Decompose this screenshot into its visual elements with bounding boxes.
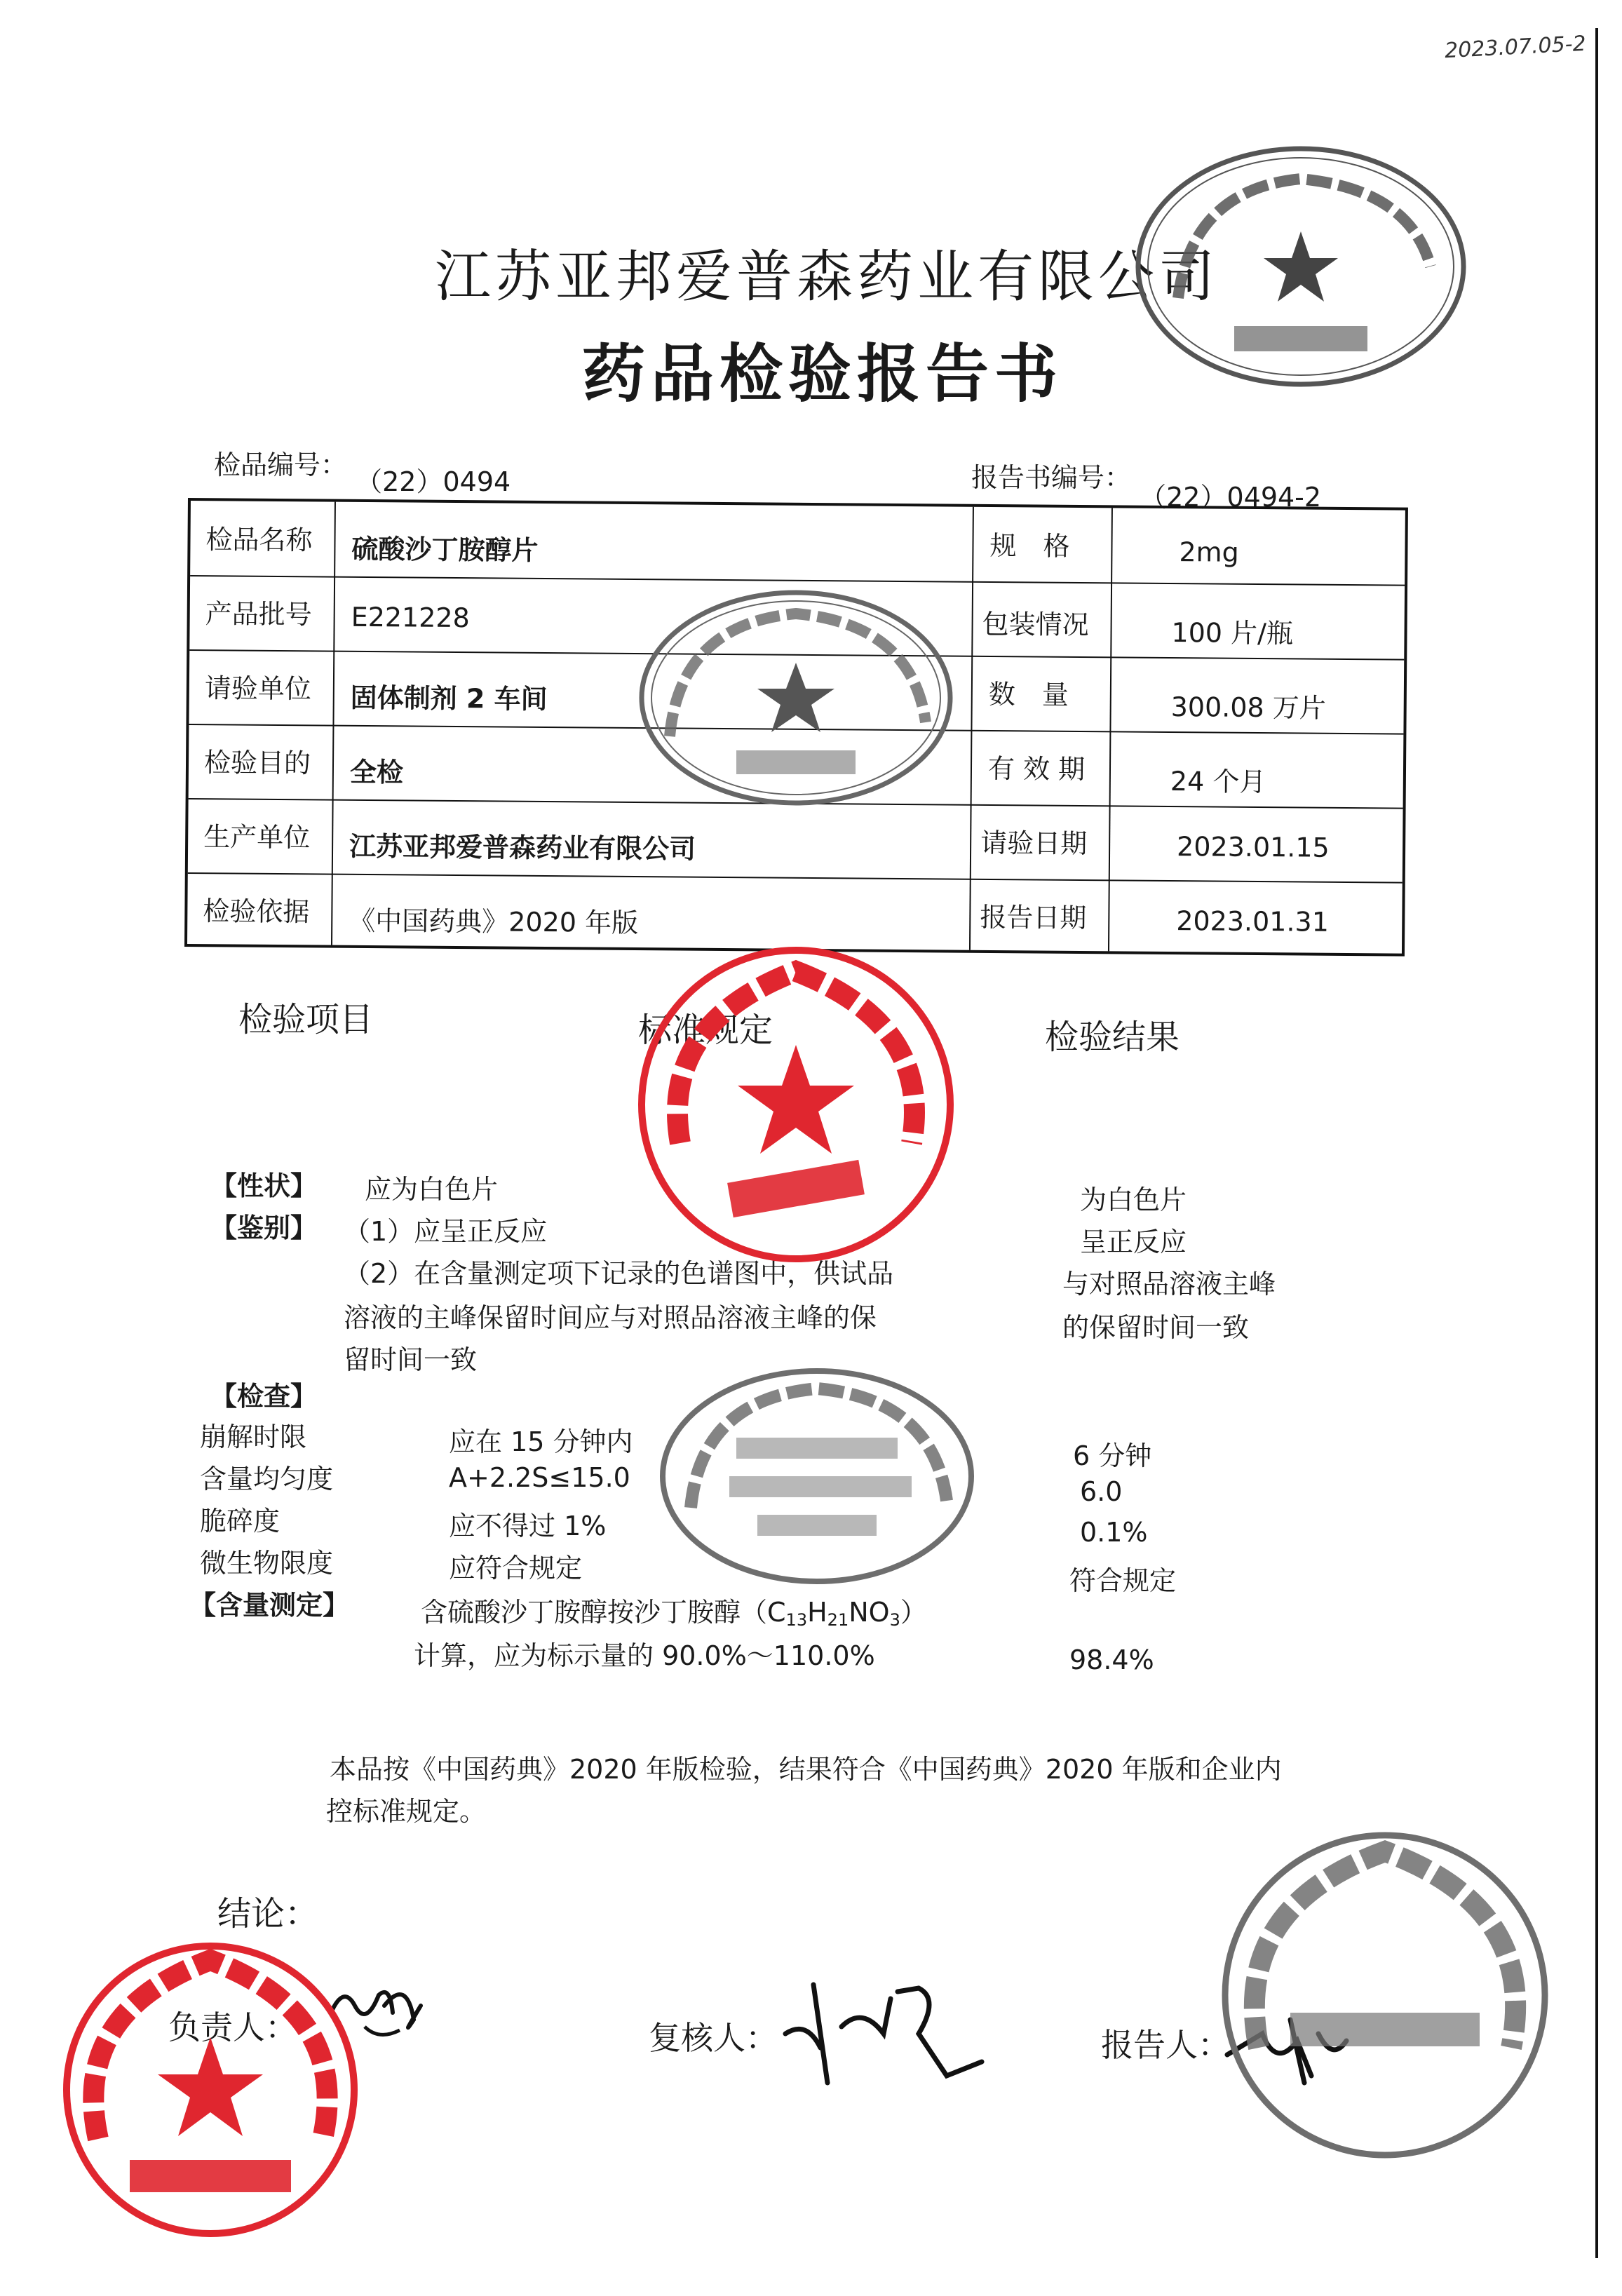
result-text: 呈正反应 [1080,1227,1187,1257]
formula-letter: H [807,1597,827,1628]
result-text: 的保留时间一致 [1062,1312,1250,1343]
result-text: 98.4% [1069,1645,1154,1675]
assay-standard-line1 [421,1591,927,1630]
formula-sub: 13 [785,1610,808,1630]
info-value: 全检 [349,756,404,788]
standard-text: （1）应呈正反应 [344,1216,548,1247]
result-text: 与对照品溶液主峰 [1062,1269,1276,1299]
reporter-label: 报告人： [1101,2026,1230,2064]
info-label: 生产单位 [203,821,311,853]
formula-letter: NO [849,1597,890,1628]
result-text: 为白色片 [1080,1184,1187,1215]
table-row [190,501,1405,586]
result-text: 6.0 [1080,1476,1123,1507]
standard-text: 留时间一致 [344,1344,478,1375]
column-header-item: 检验项目 [238,1000,374,1039]
report-number-label: 报告书编号： [971,462,1132,493]
info-label: 数 量 [988,678,1069,710]
result-text: 0.1% [1080,1517,1148,1548]
standard-text: A+2.2S≤15.0 [449,1462,630,1493]
info-value: 2023.01.31 [1176,905,1330,938]
sample-number-value: （22）0494 [356,466,511,497]
report-number-value: （22）0494-2 [1140,482,1322,513]
info-value: 24 个月 [1170,766,1266,798]
info-value: 2mg [1179,536,1239,568]
standard-text: （2）在含量测定项下记录的色谱图中，供试品 [344,1258,894,1289]
column-header-standard: 标准规定 [638,1011,773,1050]
section-label-identification: 【鉴别】 [210,1213,318,1243]
info-label: 检验依据 [203,896,310,928]
quality-management-seal [1213,1823,1557,2167]
company-inspection-seal [631,582,961,813]
section-label-appearance: 【性状】 [210,1170,318,1201]
info-value: 江苏亚邦爱普森药业有限公司 [349,830,696,865]
info-value: 固体制剂 2 车间 [350,682,548,715]
info-value: E221228 [351,601,470,634]
standard-text: 应为白色片 [365,1174,499,1205]
assay-standard-line2: 计算，应为标示量的 90.0%～110.0% [414,1640,875,1671]
test-name: 微生物限度 [200,1548,334,1579]
assay-text: 含硫酸沙丁胺醇按沙丁胺醇（C [421,1597,786,1628]
info-label: 报告日期 [980,901,1087,934]
report-number [971,456,1322,513]
company-name: 江苏亚邦爱普森药业有限公司 [435,244,1219,309]
company-inspection-seal [1129,140,1473,393]
info-label: 有 效 期 [987,752,1086,785]
result-text: 6 分钟 [1073,1440,1152,1471]
formula-sub: 3 [889,1610,900,1630]
formula-close: ） [900,1597,927,1628]
info-value: 2023.01.15 [1176,831,1330,863]
section-label-tests: 【检查】 [210,1381,318,1412]
quality-management-seal [56,1936,365,2244]
result-text: 符合规定 [1069,1565,1177,1596]
info-label: 请验日期 [980,827,1088,860]
test-name: 含量均匀度 [200,1464,334,1494]
standard-text: 应在 15 分钟内 [449,1426,633,1457]
test-name: 脆碎度 [200,1506,281,1537]
sample-number [214,443,511,497]
info-label: 产品批号 [205,598,312,630]
info-label: 检验目的 [203,747,311,779]
copy-special-seal [652,1360,982,1592]
standard-text: 溶液的主峰保留时间应与对照品溶液主峰的保 [344,1302,877,1333]
scan-edge-line [1595,28,1598,2258]
info-label: 包装情况 [982,608,1089,641]
sample-number-label: 检品编号： [214,450,348,480]
column-header-result: 检验结果 [1045,1018,1180,1057]
info-value: 硫酸沙丁胺醇片 [351,533,539,566]
statement-line2: 控标准规定。 [326,1796,487,1827]
reference-note: 2023.07.05-2 [1444,31,1587,64]
info-value: 100 片/瓶 [1171,617,1294,649]
section-label-assay: 【含量测定】 [189,1590,350,1621]
test-name: 崩解时限 [200,1422,307,1452]
info-label: 规 格 [989,529,1070,562]
info-value: 300.08 万片 [1170,691,1326,724]
statement-line1: 本品按《中国药典》2020 年版检验，结果符合《中国药典》2020 年版和企业内 [330,1754,1282,1785]
standard-text: 应符合规定 [449,1553,583,1583]
pharmacy-quality-dept-seal [631,940,961,1269]
conclusion-label: 结论： [217,1894,319,1933]
reviewer-signature [778,1957,989,2090]
info-value: 《中国药典》2020 年版 [349,905,639,939]
document-title: 药品检验报告书 [582,337,1063,411]
reviewer-label: 复核人： [649,2019,778,2057]
responsible-label: 负责人： [168,2008,297,2046]
formula-sub: 21 [827,1610,849,1630]
info-label: 请验单位 [204,673,312,705]
info-label: 检品名称 [205,524,313,556]
standard-text: 应不得过 1% [449,1511,607,1541]
